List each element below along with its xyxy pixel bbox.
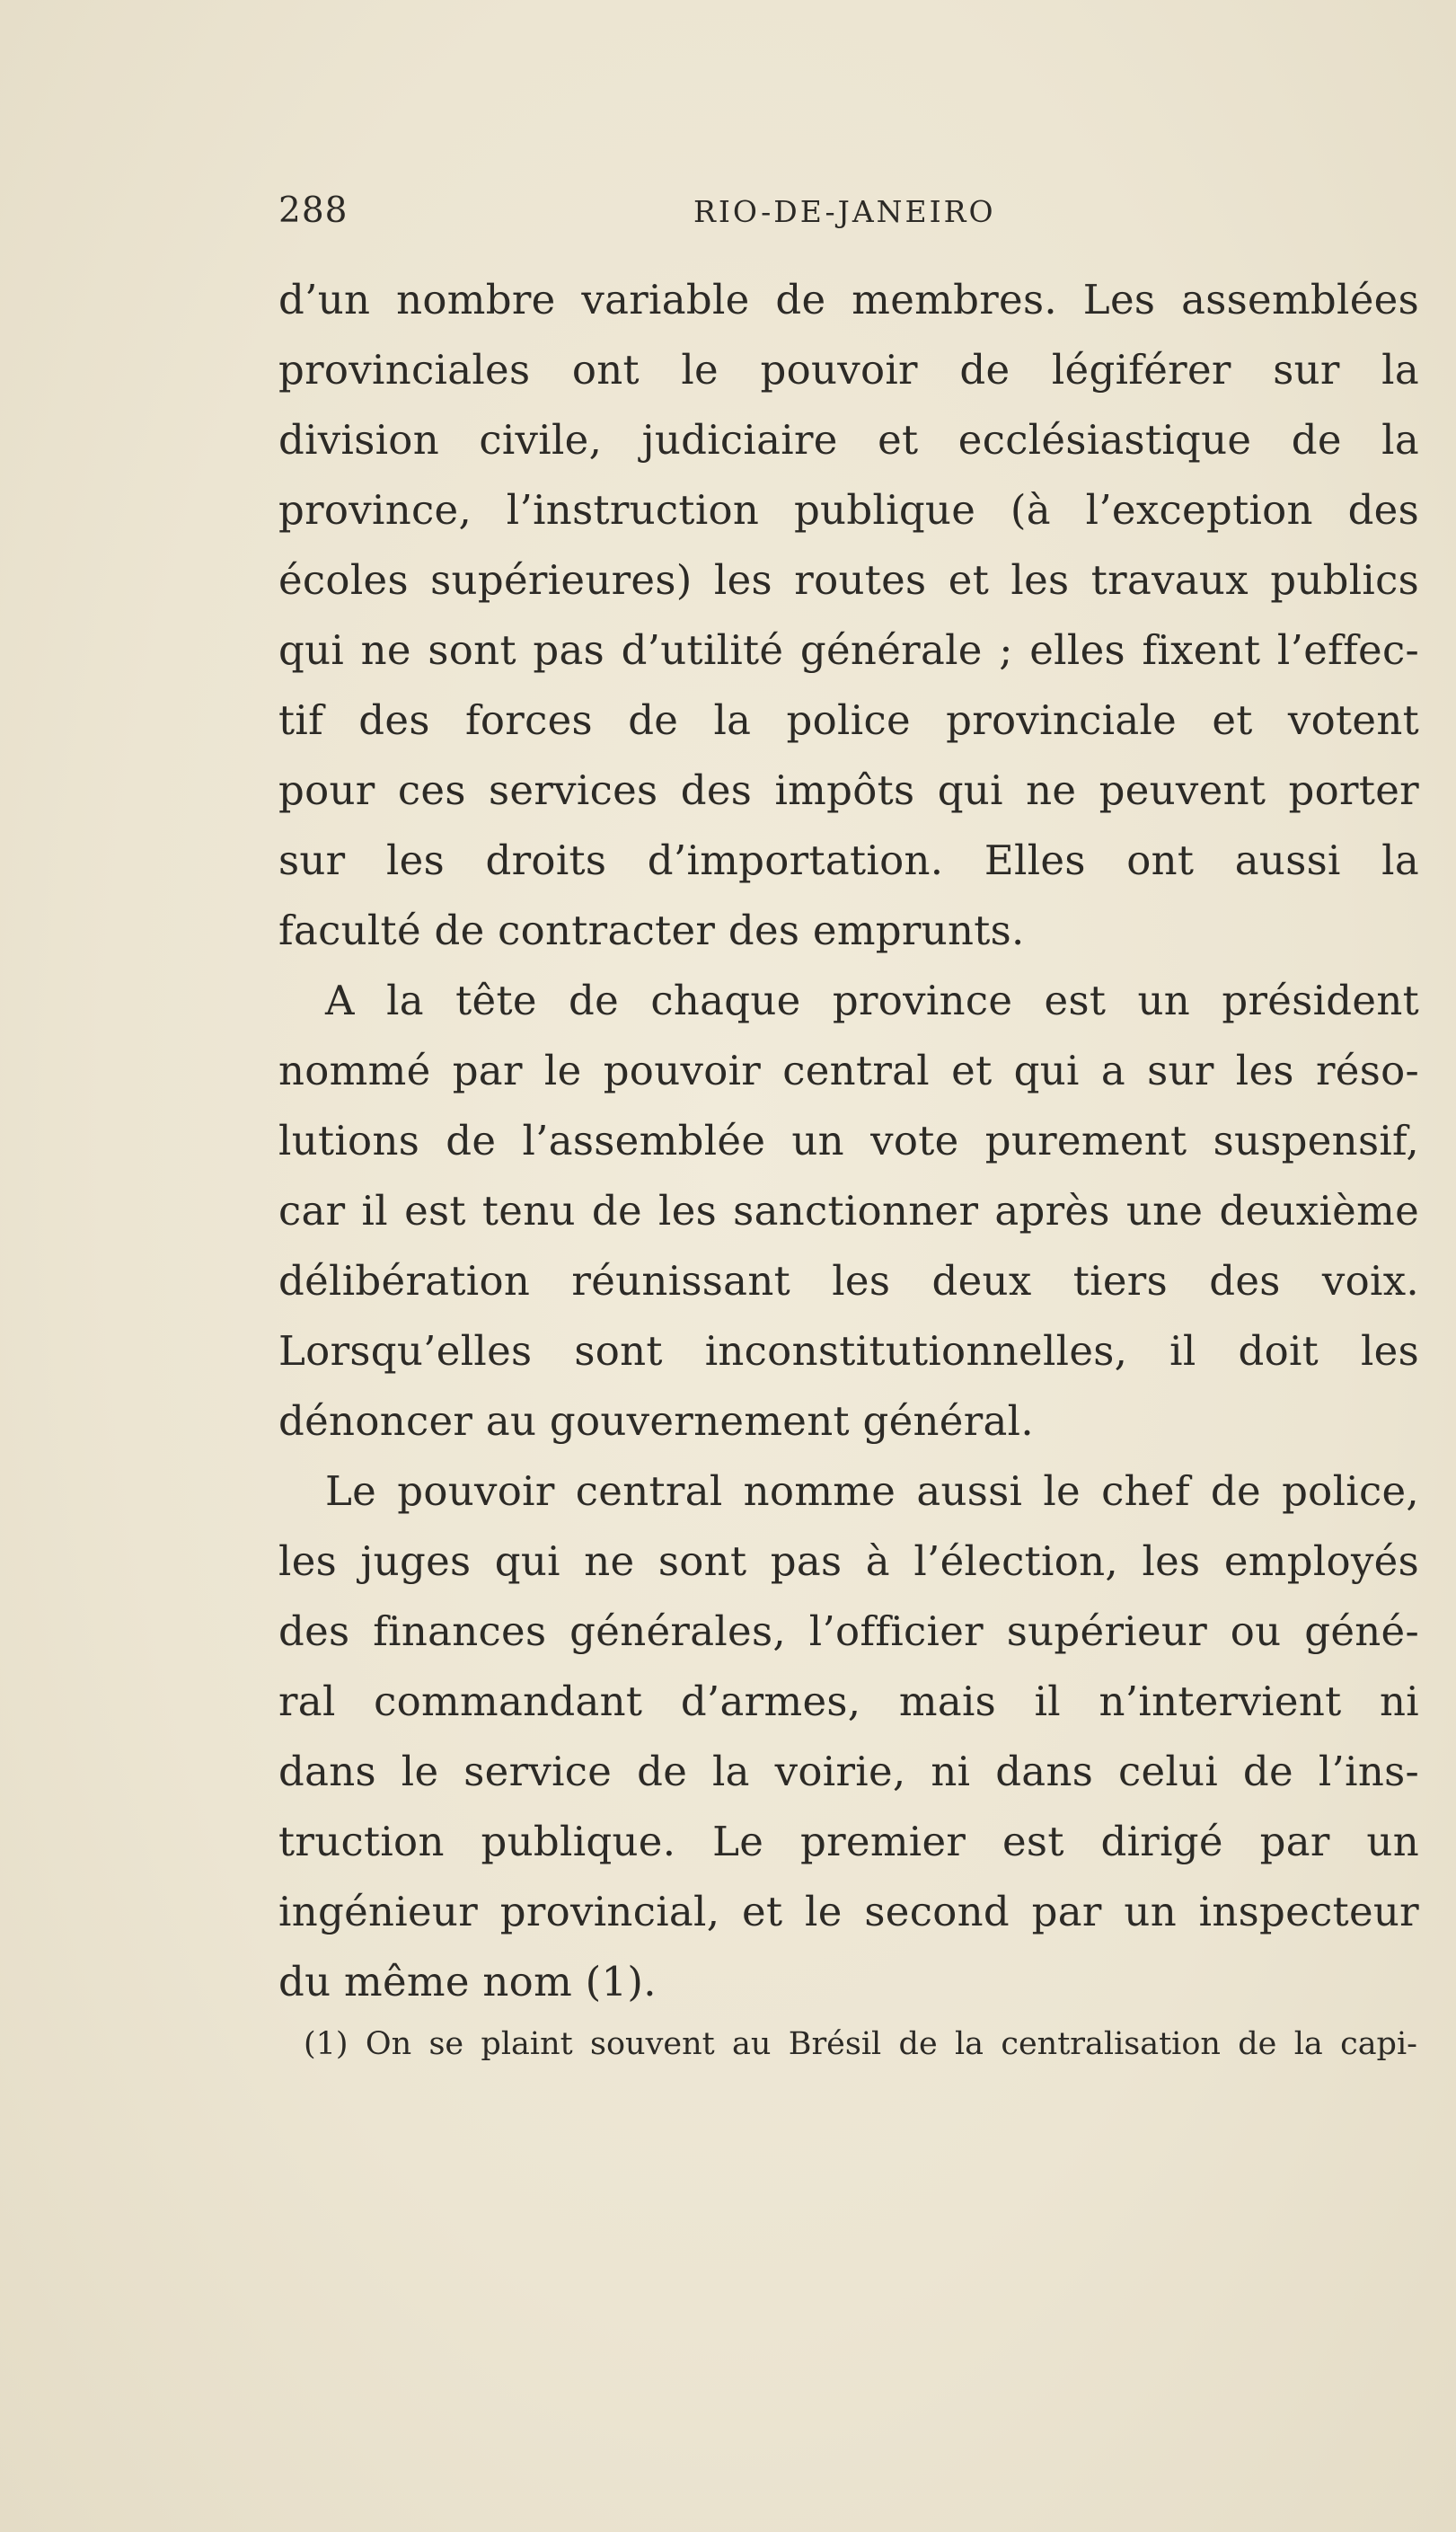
paragraph-2 [278,966,1419,1456]
text-line: du même nom (1). [278,1958,657,2005]
text-line: pour ces services des impôts qui ne peuvent porter [278,766,1419,814]
body-text [278,265,1419,2017]
text-line: les juges qui ne sont pas à l’élection, les employés [278,1537,1419,1585]
footnote: (1) On se plaint souvent au Brésil de la centralisation de la capi- [304,2026,1417,2062]
page-header [278,190,1419,235]
text-line: nommé par le pouvoir central et qui a sur les réso- [278,1047,1419,1094]
text-line: provinciales ont le pouvoir de légiférer sur la [278,346,1419,394]
text-line: qui ne sont pas d’utilité générale ; elles fixent l’effec- [278,626,1419,674]
text-line: division civile, judiciaire et ecclésiastique de la [278,416,1419,464]
text-line: délibération réunissant les deux tiers des voix. [278,1257,1419,1305]
text-line: car il est tenu de les sanctionner après une deuxième [278,1187,1419,1235]
text-line: ingénieur provincial, et le second par un inspecteur [278,1888,1419,1935]
page-number: 288 [278,190,349,231]
text-line: Le pouvoir central nomme aussi le chef de police, [325,1467,1419,1515]
running-head: RIO-DE-JANEIRO [693,194,996,229]
text-line: écoles supérieures) les routes et les travaux publics [278,556,1419,604]
text-line: dans le service de la voirie, ni dans celui de l’ins- [278,1748,1419,1795]
paragraph-3 [278,1456,1419,2017]
text-line: truction publique. Le premier est dirigé par un [278,1818,1419,1865]
text-line: sur les droits d’importation. Elles ont aussi la [278,837,1419,884]
text-line: tif des forces de la police provinciale et votent [278,696,1419,744]
text-line: des finances générales, l’officier supérieur ou géné- [278,1607,1419,1655]
text-line: A la tête de chaque province est un président [325,977,1419,1024]
paragraph-1 [278,265,1419,966]
text-line: d’un nombre variable de membres. Les assemblées [278,276,1419,323]
text-line: faculté de contracter des emprunts. [278,907,1025,954]
text-line: ral commandant d’armes, mais il n’intervient ni [278,1678,1419,1725]
text-line: dénoncer au gouvernement général. [278,1397,1034,1445]
text-line: lutions de l’assemblée un vote purement suspensif, [278,1117,1419,1164]
text-line: province, l’instruction publique (à l’exception des [278,486,1419,534]
text-line: Lorsqu’elles sont inconstitutionnelles, il doit les [278,1327,1419,1375]
